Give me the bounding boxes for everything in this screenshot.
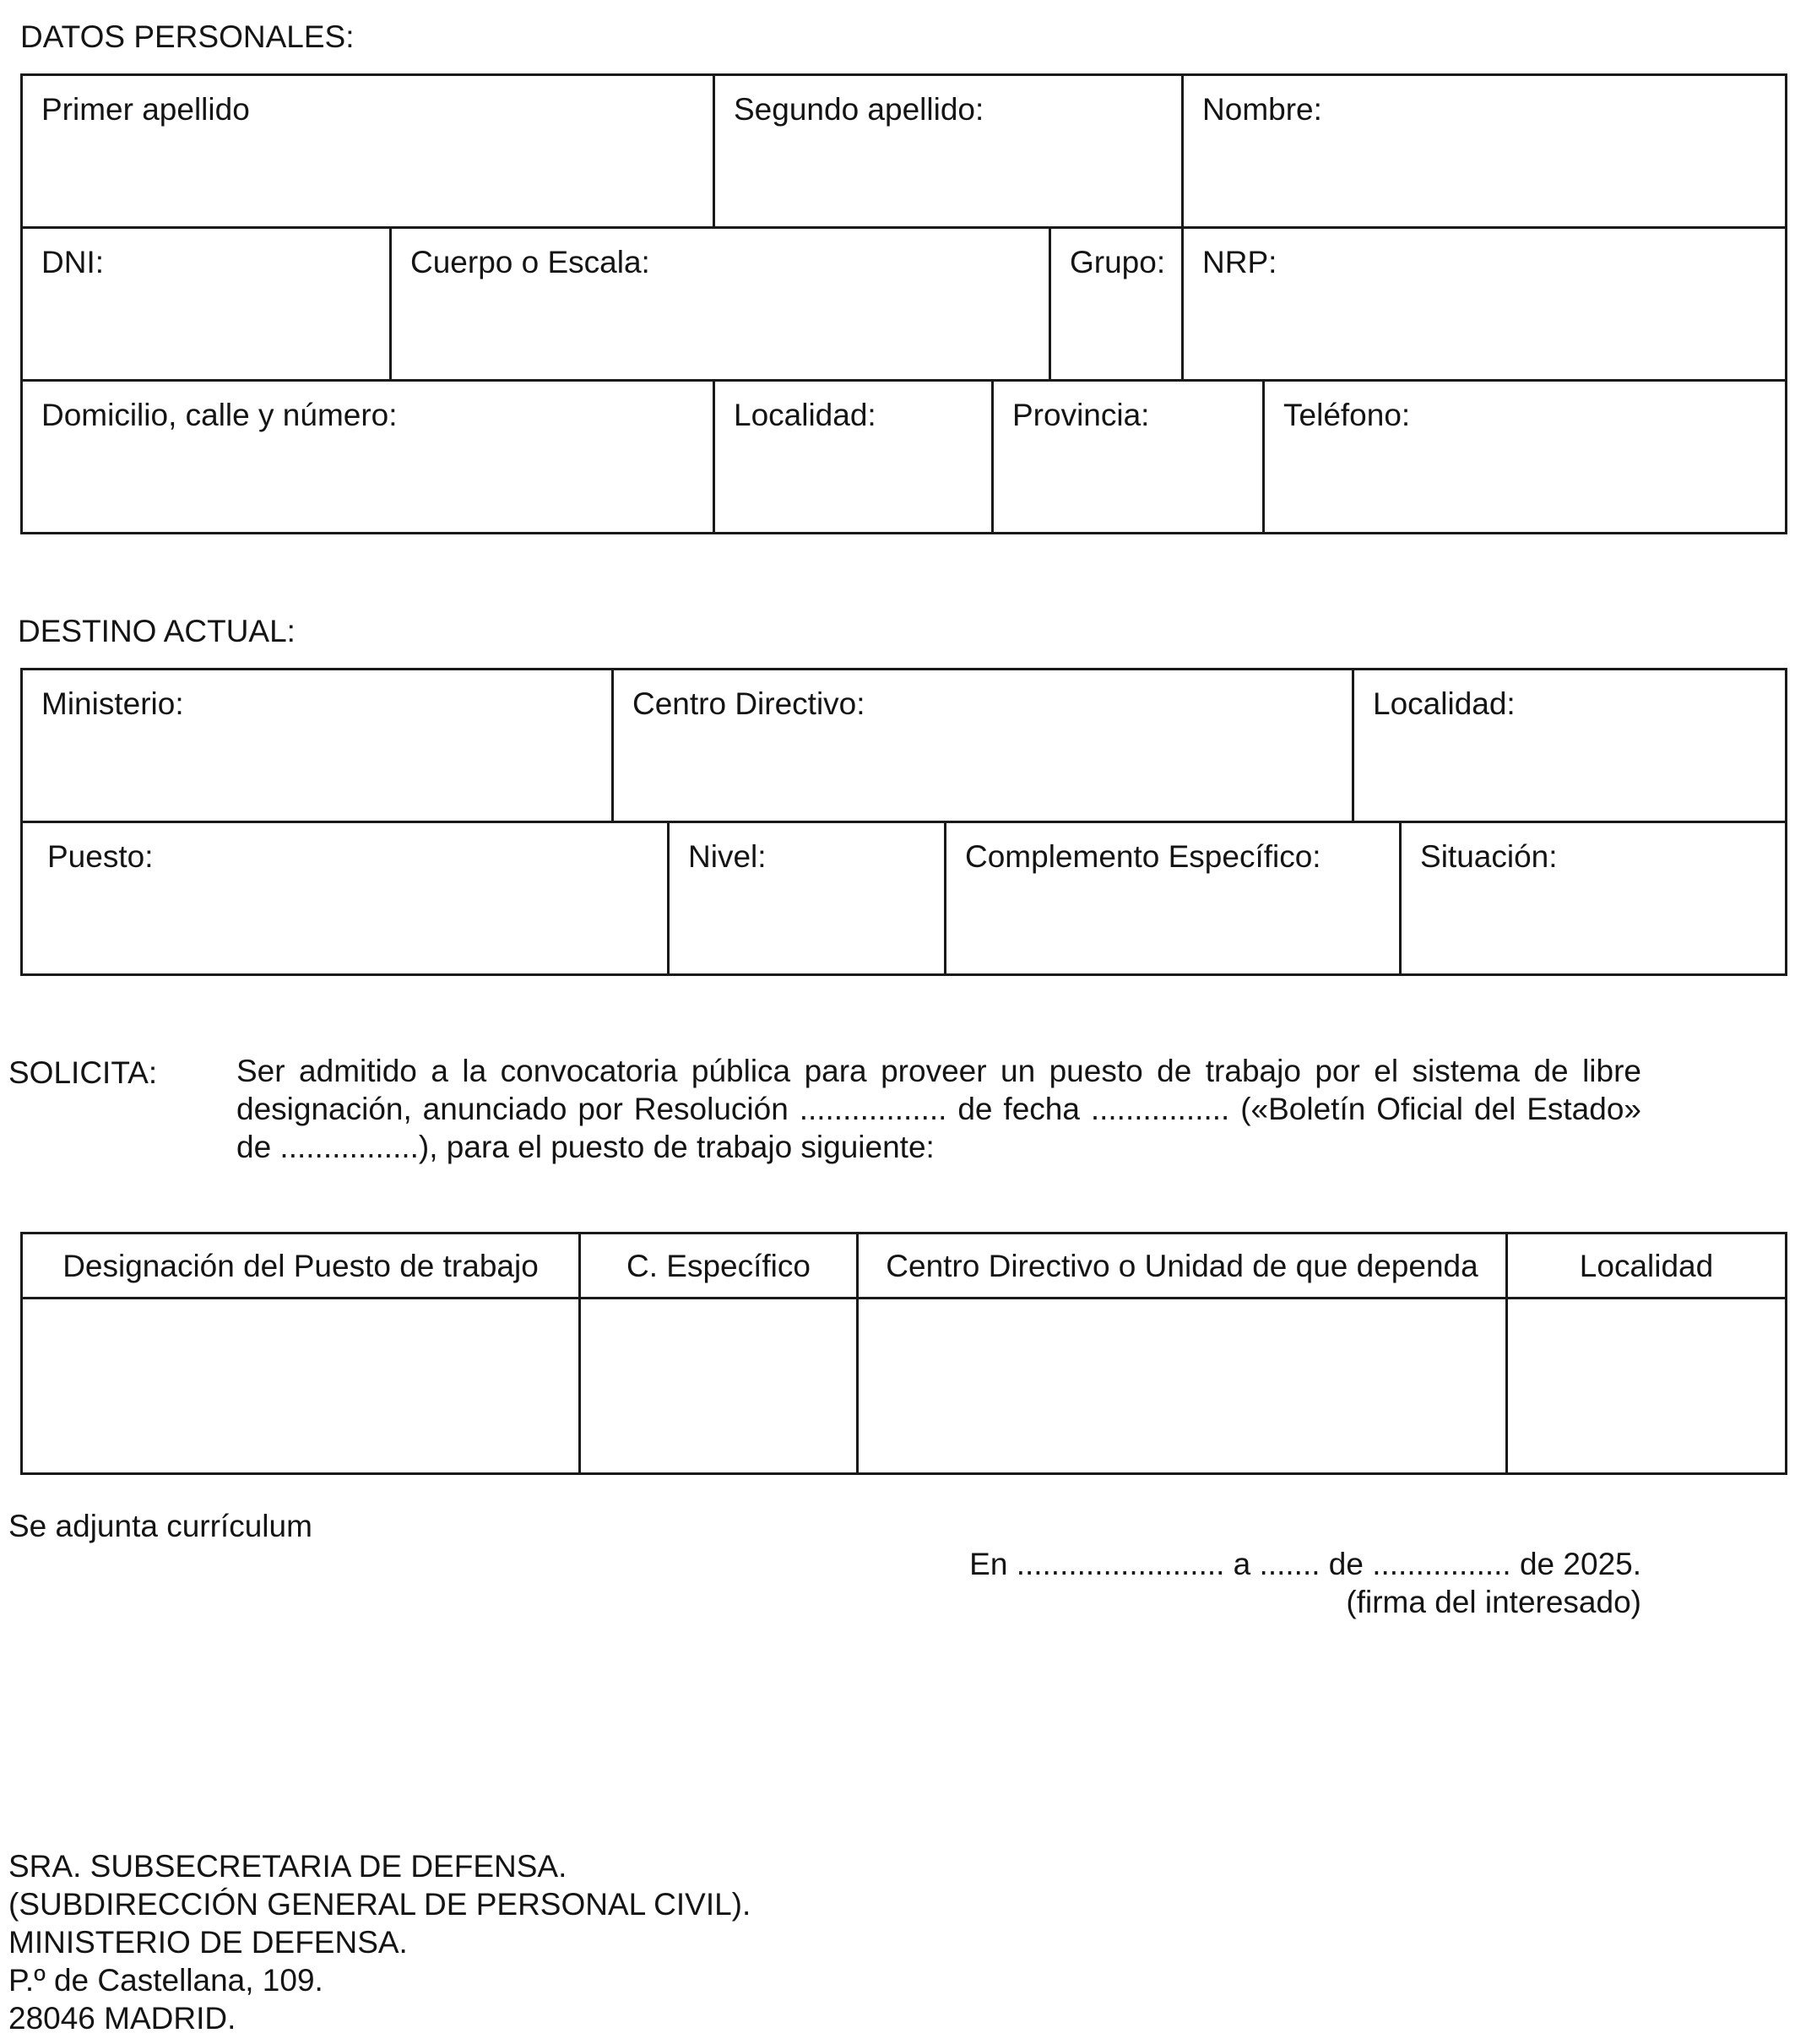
- localidad-label: Localidad:: [734, 398, 876, 432]
- segundo-apellido-label: Segundo apellido:: [734, 92, 984, 127]
- address-line: MINISTERIO DE DEFENSA.: [8, 1925, 408, 1960]
- signature-caption: (firma del interesado): [1346, 1585, 1641, 1619]
- provincia-field[interactable]: [993, 381, 1264, 534]
- cuerpo-escala-label: Cuerpo o Escala:: [410, 245, 650, 279]
- centro-directivo-field[interactable]: [613, 670, 1353, 822]
- grupo-label: Grupo:: [1070, 245, 1166, 279]
- address-line: P.º de Castellana, 109.: [8, 1963, 323, 1998]
- puesto-field[interactable]: [22, 822, 669, 975]
- complemento-especifico-label: Complemento Específico:: [965, 839, 1321, 874]
- situacion-field[interactable]: [1401, 822, 1787, 975]
- nivel-label: Nivel:: [688, 839, 767, 874]
- destino-localidad-label: Localidad:: [1373, 686, 1516, 721]
- domicilio-field[interactable]: [22, 381, 714, 534]
- solicita-line-3: de ................), para el puesto de trabajo siguiente:: [236, 1130, 935, 1164]
- complemento-especifico-field[interactable]: [946, 822, 1401, 975]
- solicita-paragraph: [236, 1052, 1641, 1166]
- primer-apellido-label: Primer apellido: [41, 92, 250, 127]
- designacion-cell[interactable]: [22, 1299, 580, 1474]
- address-line: SRA. SUBSECRETARIA DE DEFENSA.: [8, 1849, 567, 1884]
- solicita-line-1: Ser admitido a la convocatoria pública para proveer un puesto de trabajo por el sistema de libre: [236, 1054, 1641, 1088]
- centro-unidad-header: Centro Directivo o Unidad de que dependa: [858, 1233, 1507, 1299]
- address-line: (SUBDIRECCIÓN GENERAL DE PERSONAL CIVIL).: [8, 1887, 751, 1922]
- provincia-label: Provincia:: [1012, 398, 1150, 432]
- c-especifico-cell[interactable]: [580, 1299, 858, 1474]
- address-line: 28046 MADRID.: [8, 2001, 236, 2036]
- domicilio-label: Domicilio, calle y número:: [41, 398, 398, 432]
- nombre-field[interactable]: [1183, 75, 1787, 228]
- localidad-header: Localidad: [1507, 1233, 1787, 1299]
- c-especifico-header: C. Específico: [580, 1233, 858, 1299]
- telefono-label: Teléfono:: [1283, 398, 1411, 432]
- current-post-table: [20, 668, 1787, 976]
- dni-field[interactable]: [22, 228, 391, 381]
- nrp-field[interactable]: [1183, 228, 1787, 381]
- nombre-label: Nombre:: [1202, 92, 1322, 127]
- primer-apellido-field[interactable]: [22, 75, 714, 228]
- centro-directivo-label: Centro Directivo:: [632, 686, 865, 721]
- localidad-field[interactable]: [714, 381, 993, 534]
- personal-data-table: [20, 73, 1787, 534]
- grupo-field[interactable]: [1050, 228, 1183, 381]
- solicita-label: SOLICITA:: [8, 1055, 158, 1090]
- solicita-line-2: designación, anunciado por Resolución ................. de fecha ................ («Boletín Oficial del Estado»: [236, 1092, 1641, 1126]
- cuerpo-escala-field[interactable]: [391, 228, 1050, 381]
- ministerio-field[interactable]: [22, 670, 613, 822]
- nrp-label: NRP:: [1202, 245, 1277, 279]
- curriculum-note: Se adjunta currículum: [8, 1509, 312, 1543]
- ministerio-label: Ministerio:: [41, 686, 184, 721]
- situacion-label: Situación:: [1420, 839, 1558, 874]
- destino-localidad-field[interactable]: [1353, 670, 1787, 822]
- recipient-address: [8, 1847, 751, 2037]
- centro-unidad-cell[interactable]: [858, 1299, 1507, 1474]
- localidad-cell[interactable]: [1507, 1299, 1787, 1474]
- puesto-label: Puesto:: [47, 839, 154, 874]
- current-post-heading: DESTINO ACTUAL:: [18, 614, 296, 648]
- designacion-header: Designación del Puesto de trabajo: [22, 1233, 580, 1299]
- segundo-apellido-field[interactable]: [714, 75, 1183, 228]
- requested-post-table: [20, 1232, 1787, 1475]
- place-date-line: En ........................ a ....... de ................ de 2025.: [969, 1547, 1641, 1581]
- personal-data-heading: DATOS PERSONALES:: [20, 19, 355, 54]
- telefono-field[interactable]: [1264, 381, 1787, 534]
- dni-label: DNI:: [41, 245, 104, 279]
- nivel-field[interactable]: [669, 822, 946, 975]
